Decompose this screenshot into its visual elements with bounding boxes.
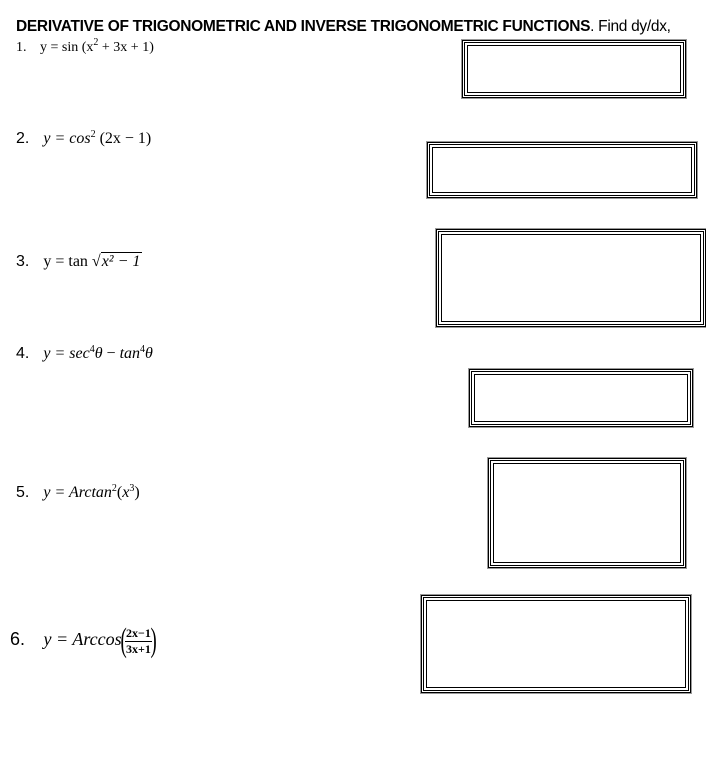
title-instruction: . Find dy/dx, <box>590 18 671 35</box>
answer-box-1[interactable] <box>462 40 686 98</box>
problem-4 <box>16 345 153 363</box>
answer-box-4[interactable] <box>469 369 693 427</box>
problem-3 <box>16 253 142 271</box>
radicand: x² − 1 <box>101 253 141 270</box>
problem-number: 6. <box>10 629 26 650</box>
problem-5-equation: $y = Arctan^2(x^3)$ <box>43 483 140 501</box>
radical-sign: √ <box>91 253 101 270</box>
problem-number: 5. <box>16 484 30 501</box>
problem-number: 1. <box>16 40 27 55</box>
fraction: $\frac{2x-1}{3x+1}$ <box>125 625 151 656</box>
fraction-group: ( $\frac{2x-1}{3x+1}$ ) <box>120 622 157 659</box>
problem-6-equation: y = Arccos ( $\frac{2x-1}{3x+1}$ ) <box>43 622 157 659</box>
answer-box-6[interactable] <box>421 595 691 693</box>
answer-box-3[interactable] <box>436 229 706 327</box>
problem-number: 4. <box>16 345 30 362</box>
answer-box-2[interactable] <box>427 142 697 198</box>
problem-1-equation: $y = \sin (x^2 + 3x + 1)$ <box>40 37 154 55</box>
problem-6 <box>10 624 155 658</box>
problem-5 <box>16 484 140 502</box>
problem-3-equation: y = tan √x² − 1 <box>43 253 141 270</box>
title-bold: DERIVATIVE OF TRIGONOMETRIC AND INVERSE TRIGONOMETRIC FUNCTIONS <box>16 18 591 35</box>
problem-number: 2. <box>16 130 30 147</box>
problem-2 <box>16 130 151 148</box>
page-title <box>16 18 671 36</box>
problem-1 <box>16 37 154 56</box>
answer-box-5[interactable] <box>488 458 686 568</box>
problem-number: 3. <box>16 253 30 270</box>
problem-4-equation: $y = \sec^4\theta - \tan^4\theta$ <box>43 344 153 362</box>
problem-2-equation: $y = \cos^2 (2x - 1)$ <box>43 129 152 147</box>
